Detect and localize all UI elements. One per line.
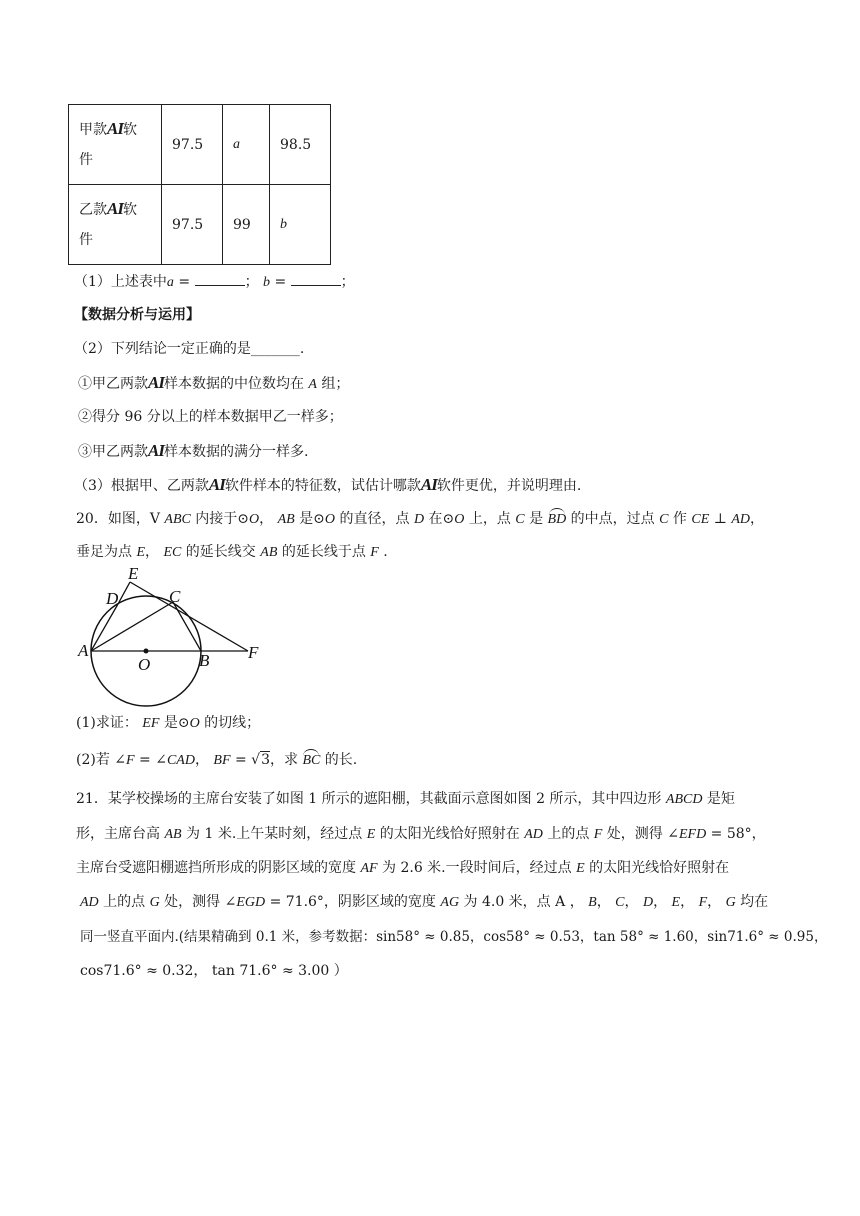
table-cell: 97.5 xyxy=(162,185,223,265)
problem-20-line-1: 20．如图，V ABC 内接于⊙O， AB 是⊙O 的直径，点 D 在⊙O 上，点 C 是 BD 的中点，过点 C 作 CE ⊥ AD， xyxy=(76,511,765,527)
center-point xyxy=(144,649,149,654)
problem-21-line-4: AD 上的点 G 处，测得 ∠EGD = 71.6°，阴影区域的宽度 AG 为 4.0 米，点 A ， B， C， D， E， F， G 均在 xyxy=(80,894,769,910)
problem-20-sub-1: (1)求证： EF 是⊙O 的切线； xyxy=(76,715,261,731)
line-ad xyxy=(91,604,118,651)
problem-21-line-6: cos71.6° ≈ 0.32， tan 71.6° ≈ 3.00 ） xyxy=(80,963,348,979)
answer-blank-b[interactable] xyxy=(291,273,341,286)
problem-21-line-1: 21．某学校操场的主席台安装了如图 1 所示的遮阳棚，其截面示意图如图 2 所示，其中四边形 ABCD 是矩 xyxy=(76,791,735,807)
table-cell: a xyxy=(223,105,270,185)
problem-20-sub-2: (2)若 ∠F = ∠CAD， BF = √3，求 BC 的长. xyxy=(76,752,358,768)
label-c: C xyxy=(169,587,181,606)
question-2-stem: （2）下列结论一定正确的是_______. xyxy=(74,341,305,357)
label-f: F xyxy=(248,643,259,662)
score-table xyxy=(68,104,331,265)
table-cell: 99 xyxy=(223,185,270,265)
section-heading: 【数据分析与运用】 xyxy=(74,307,200,323)
label-d: D xyxy=(106,589,119,608)
table-row xyxy=(69,105,331,185)
table-row xyxy=(69,185,331,265)
line-bc xyxy=(173,602,201,651)
label-b: B xyxy=(199,651,210,670)
question-2-option-3: ③甲乙两款AI样本数据的满分一样多. xyxy=(78,441,309,460)
label-e: E xyxy=(128,564,139,583)
question-1: （1）上述表中a = ； b = ； xyxy=(74,274,355,290)
question-3: （3）根据甲、乙两款AI软件样本的特征数，试估计哪款AI软件更优，并说明理由. xyxy=(74,475,582,494)
answer-blank-a[interactable] xyxy=(195,273,245,286)
software-name-cell: 乙款AI软 件 xyxy=(69,185,162,265)
circle-geometry-diagram xyxy=(70,560,270,710)
problem-21-line-3: 主席台受遮阳棚遮挡所形成的阴影区域的宽度 AF 为 2.6 米.一段时间后，经过点 E 的太阳光线恰好照射在 xyxy=(76,860,730,876)
software-name-cell: 甲款AI软 件 xyxy=(69,105,162,185)
label-a: A xyxy=(78,641,89,660)
question-2-option-2: ②得分 96 分以上的样本数据甲乙一样多； xyxy=(78,409,343,425)
label-o: O xyxy=(138,655,151,674)
problem-21-line-2: 形，主席台高 AB 为 1 米.上午某时刻，经过点 E 的太阳光线恰好照射在 AD 上的点 F 处，测得 ∠EFD = 58°， xyxy=(76,826,766,842)
problem-21-line-5: 同一竖直平面内.(结果精确到 0.1 米，参考数据：sin58° ≈ 0.85，cos58° ≈ 0.53，tan 58° ≈ 1.60，sin71.6° ≈ 0.95， xyxy=(80,929,828,945)
table-cell: 97.5 xyxy=(162,105,223,185)
line-ac xyxy=(91,602,173,651)
question-2-option-1: ①甲乙两款AI样本数据的中位数均在 A 组； xyxy=(78,373,350,392)
problem-20-line-2: 垂足为点 E， EC 的延长线交 AB 的延长线于点 F . xyxy=(76,544,388,560)
table-cell: 98.5 xyxy=(270,105,331,185)
table-cell: b xyxy=(270,185,331,265)
